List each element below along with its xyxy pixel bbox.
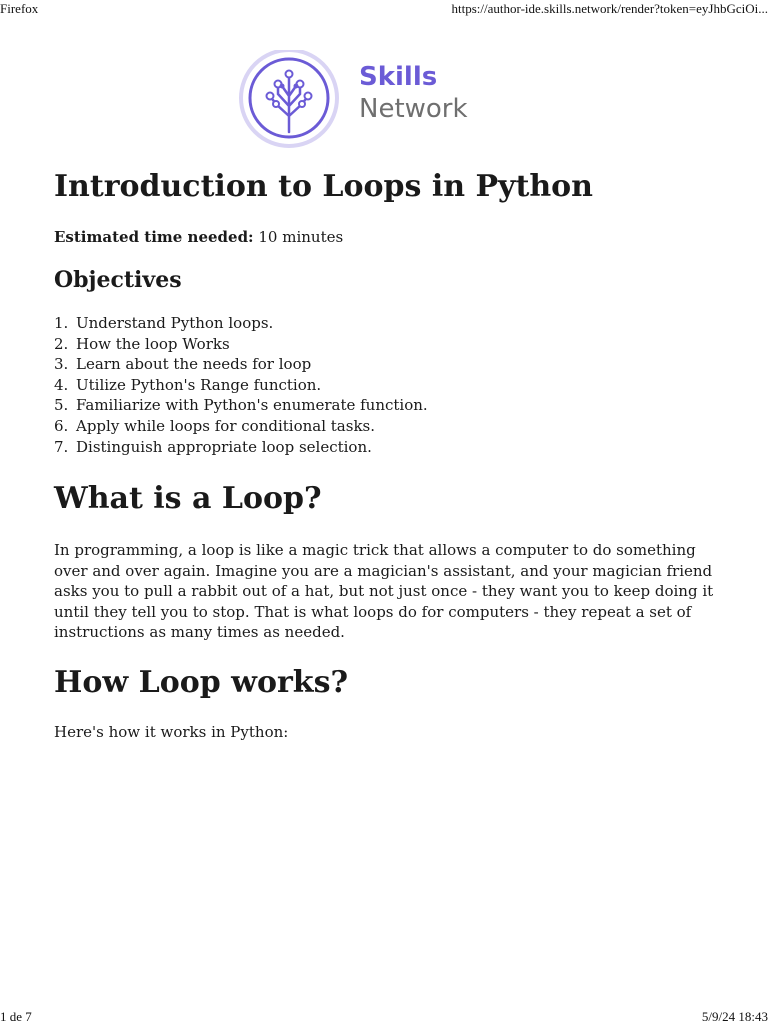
objective-text: Learn about the needs for loop (76, 355, 312, 374)
objectives-heading: Objectives (54, 267, 182, 293)
objective-item (54, 313, 428, 334)
print-header-url: https://author-ide.skills.network/render?token=eyJhbGciOi... (451, 1, 768, 16)
objective-item (54, 354, 428, 375)
how-loop-works-paragraph: Here's how it works in Python: (54, 723, 289, 741)
print-footer (0, 1008, 768, 1024)
objective-item (54, 375, 428, 396)
objective-item (54, 334, 428, 355)
skills-network-logo (238, 50, 478, 150)
objective-item (54, 416, 428, 437)
objective-text: Utilize Python's Range function. (76, 375, 322, 394)
objective-number: 2. (54, 334, 69, 353)
objectives-list (54, 313, 428, 457)
estimated-time-label: Estimated time needed: (54, 228, 254, 246)
objective-text: How the loop Works (76, 334, 230, 353)
objective-number: 1. (54, 314, 69, 332)
print-header (0, 0, 768, 18)
what-is-loop-paragraph: In programming, a loop is like a magic trick that allows a computer to do something over and over again. Imagine you are a magician's assistant, and your magician friend asks you to pull a rabbit out of a hat, but not just once - they want you to keep doing it until they tell you to stop. That is what loops do for computers - they repeat a set of instructions as many times as needed. (54, 541, 714, 642)
print-timestamp: 5/9/24 18:43 (701, 1009, 768, 1024)
objective-item (54, 437, 428, 458)
tree-circle-icon (238, 50, 342, 150)
objective-number: 6. (54, 416, 69, 435)
logo-text-network: Network (359, 94, 468, 124)
objective-number: 4. (54, 375, 69, 394)
objective-number: 3. (54, 355, 69, 374)
print-header-browser: Firefox (0, 1, 39, 16)
estimated-time-value: 10 minutes (258, 228, 344, 246)
objective-text: Distinguish appropriate loop selection. (76, 437, 372, 456)
estimated-time (54, 228, 343, 246)
objective-number: 7. (54, 437, 69, 456)
objective-text: Apply while loops for conditional tasks. (76, 416, 376, 435)
how-loop-works-heading: How Loop works? (54, 665, 349, 700)
page-title: Introduction to Loops in Python (54, 169, 593, 204)
objective-item (54, 395, 428, 416)
logo-text-skills: Skills (359, 62, 438, 92)
objective-text: Familiarize with Python's enumerate function. (76, 396, 428, 415)
objective-text: Understand Python loops. (76, 314, 274, 332)
what-is-loop-heading: What is a Loop? (54, 481, 322, 516)
objective-number: 5. (54, 396, 69, 415)
page-counter: 1 de 7 (0, 1009, 32, 1024)
